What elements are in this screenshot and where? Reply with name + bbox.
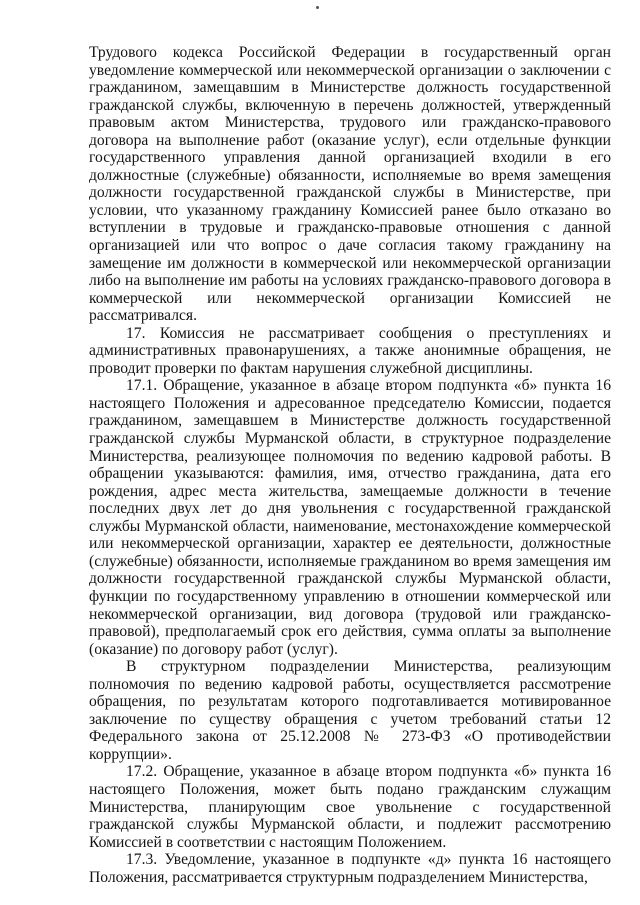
paragraph-item-17-3: 17.3. Уведомление, указанное в подпункте «д» пункта 16 настоящего Положения, рассматривается структурным подразделением Министерства,: [89, 851, 611, 886]
scan-speck: [316, 6, 319, 9]
paragraph-item-17-1: 17.1. Обращение, указанное в абзаце втором подпункта «б» пункта 16 настоящего Положения и адресованное председателю Комиссии, подается гражданином, замещавшем в Министерстве должность государственной гражданской службы Мурманской области, в структурное подразделение Министерства, реализующее полномочия по ведению кадровой работы. В обращении указываются: фамилия, имя, отчество гражданина, дата его рождения, адрес места жительства, замещаемые должности в течение последних двух лет до дня увольнения с государственной гражданской службы Мурманской области, наименование, местонахождение коммерческой или некоммерческой организации, характер ее деятельности, должностные (служебные) обязанности, исполняемые гражданином во время замещения им должности государственной гражданской службы Мурманской области, функции по государственному управлению в отношении коммерческой или некоммерческой организации, вид договора (трудовой или гражданско-правовой), предполагаемый срок его действия, сумма оплаты за выполнение (оказание) по договору работ (услуг).: [89, 377, 611, 658]
document-body: [89, 44, 611, 886]
paragraph-continuation: Трудового кодекса Российской Федерации в государственный орган уведомление коммерческой или некоммерческой организации о заключении с гражданином, замещавшим в Министерстве должность государственной гражданской службы, включенную в перечень должностей, утвержденный правовым актом Министерства, трудового или гражданско-правового договора на выполнение работ (оказание услуг), если отдельные функции государственного управления данной организацией входили в его должностные (служебные) обязанности, исполняемые во время замещения должности государственной гражданской службы в Министерстве, при условии, что указанному гражданину Комиссией ранее было отказано во вступлении в трудовые и гражданско-правовые отношения с данной организацией или что вопрос о даче согласия такому гражданину на замещение им должности в коммерческой или некоммерческой организации либо на выполнение им работы на условиях гражданско-правового договора в коммерческой или некоммерческой организации Комиссией не рассматривался.: [89, 44, 611, 325]
paragraph-item-17-2: 17.2. Обращение, указанное в абзаце втором подпункта «б» пункта 16 настоящего Положения, может быть подано гражданским служащим Министерства, планирующим свое увольнение с государственной гражданской службы Мурманской области, и подлежит рассмотрению Комиссией в соответствии с настоящим Положением.: [89, 763, 611, 851]
paragraph-item-17: 17. Комиссия не рассматривает сообщения о преступлениях и административных правонарушениях, а также анонимные обращения, не проводит проверки по фактам нарушения служебной дисциплины.: [89, 324, 611, 377]
paragraph-item-17-1-cont: В структурном подразделении Министерства, реализующим полномочия по ведению кадровой работы, осуществляется рассмотрение обращения, по результатам которого подготавливается мотивированное заключение по существу обращения с учетом требований статьи 12 Федерального закона от 25.12.2008 № 273-ФЗ «О противодействии коррупции».: [89, 658, 611, 763]
